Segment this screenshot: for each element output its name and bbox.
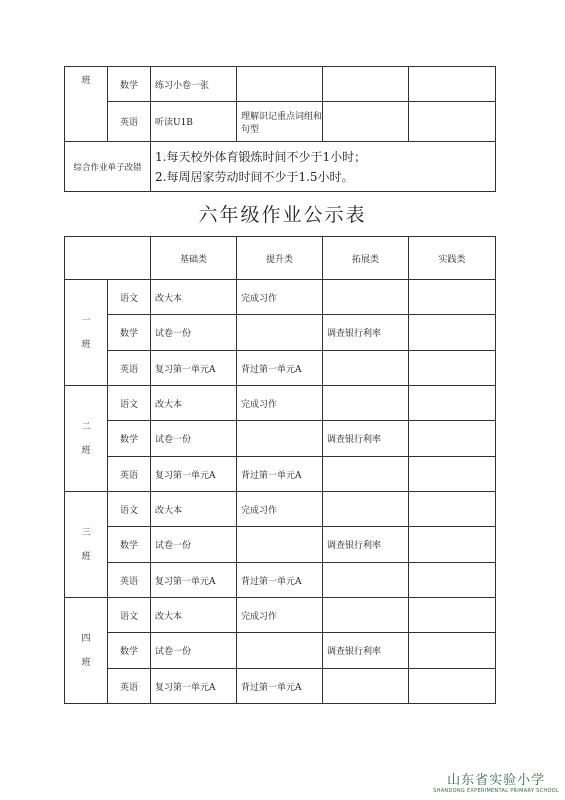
- extend-cell: 调查银行利率: [323, 315, 409, 351]
- improve-cell: 背过第一单元A: [237, 457, 323, 492]
- class-name-number: 三: [81, 527, 91, 538]
- page-title: 六年级作业公示表: [198, 204, 367, 226]
- basic-cell: 复习第一单元A: [151, 351, 237, 386]
- notes-cell: [151, 142, 496, 192]
- class-cell: 班: [65, 67, 108, 142]
- header-basic: 基础类: [151, 237, 237, 280]
- improve-cell: 理解识记重点词组和句型: [237, 102, 323, 142]
- extend-cell: 调查银行利率: [323, 421, 409, 457]
- class-name-suffix: 班: [81, 551, 91, 562]
- extend-cell: [323, 351, 409, 386]
- extend-cell: [323, 492, 409, 527]
- class-name-cell: [65, 492, 108, 598]
- class-name-number: 四: [81, 633, 91, 644]
- school-logo: [433, 769, 559, 794]
- improve-cell: 背过第一单元A: [237, 351, 323, 386]
- header-improve: 提升类: [237, 237, 323, 280]
- subject-cell: 数学: [108, 421, 151, 457]
- table-row: [65, 669, 496, 704]
- note-line: 2.每周居家劳动时间不少于1.5小时。: [155, 169, 354, 184]
- subject-cell: 数学: [108, 633, 151, 669]
- subject-cell: 语文: [108, 598, 151, 633]
- extend-cell: [323, 386, 409, 421]
- basic-cell: 复习第一单元A: [151, 457, 237, 492]
- improve-cell: [237, 421, 323, 457]
- practice-cell: [409, 492, 496, 527]
- class-name-suffix: 班: [81, 339, 91, 350]
- practice-cell: [409, 280, 496, 315]
- table-row: [65, 67, 496, 102]
- table-row: [65, 457, 496, 492]
- school-logo-name: 山东省实验小学: [447, 773, 546, 788]
- practice-cell: [409, 598, 496, 633]
- practice-cell: [409, 102, 496, 142]
- grade6-homework-table: [64, 236, 496, 704]
- improve-cell: [237, 527, 323, 563]
- subject-cell: 语文: [108, 492, 151, 527]
- practice-cell: [409, 386, 496, 421]
- class-name-suffix: 班: [81, 445, 91, 456]
- note-line: 1.每天校外体育锻炼时间不少于1小时；: [155, 149, 367, 164]
- table-row: [65, 280, 496, 315]
- basic-cell: 改大本: [151, 280, 237, 315]
- practice-cell: [409, 315, 496, 351]
- improve-cell: 背过第一单元A: [237, 563, 323, 598]
- subject-cell: 数学: [108, 315, 151, 351]
- extend-cell: [323, 457, 409, 492]
- header-practice: 实践类: [409, 237, 496, 280]
- improve-cell: [237, 633, 323, 669]
- practice-cell: [409, 669, 496, 704]
- class-name-cell: [65, 386, 108, 492]
- grade6-table-body: [65, 237, 496, 704]
- subject-cell: 数学: [108, 527, 151, 563]
- table-row: [65, 421, 496, 457]
- table-row: [65, 598, 496, 633]
- subject-cell: 英语: [108, 563, 151, 598]
- class-name-number: 二: [81, 421, 91, 432]
- table-row: [65, 492, 496, 527]
- extend-cell: [323, 67, 409, 102]
- practice-cell: [409, 563, 496, 598]
- practice-cell: [409, 633, 496, 669]
- practice-cell: [409, 351, 496, 386]
- class-name-suffix: 班: [81, 657, 91, 668]
- table-row: [65, 527, 496, 563]
- improve-cell: 完成习作: [237, 492, 323, 527]
- class-name-cell: [65, 280, 108, 386]
- extend-cell: [323, 598, 409, 633]
- basic-cell: 改大本: [151, 386, 237, 421]
- notes-label: 综合作业单子改错: [65, 142, 151, 192]
- extend-cell: 调查银行利率: [323, 633, 409, 669]
- class-name-cell: [65, 598, 108, 704]
- school-logo-subtitle: SHANDONG EXPERIMENTAL PRIMARY SCHOOL: [433, 788, 559, 794]
- basic-cell: 试卷一份: [151, 421, 237, 457]
- table-row: [65, 386, 496, 421]
- notes-row: [65, 142, 496, 192]
- header-corner-cell: [65, 237, 151, 280]
- practice-cell: [409, 421, 496, 457]
- improve-cell: 完成习作: [237, 280, 323, 315]
- basic-cell: 试卷一份: [151, 315, 237, 351]
- subject-cell: 英语: [108, 102, 151, 142]
- extend-cell: [323, 563, 409, 598]
- basic-cell: 复习第一单元A: [151, 669, 237, 704]
- basic-cell: 改大本: [151, 492, 237, 527]
- subject-cell: 数学: [108, 67, 151, 102]
- basic-cell: 改大本: [151, 598, 237, 633]
- practice-cell: [409, 527, 496, 563]
- table-row: [65, 351, 496, 386]
- header-extend: 拓展类: [323, 237, 409, 280]
- table-row: [65, 633, 496, 669]
- practice-cell: [409, 457, 496, 492]
- basic-cell: 复习第一单元A: [151, 563, 237, 598]
- subject-cell: 英语: [108, 457, 151, 492]
- improve-cell: [237, 67, 323, 102]
- table-row: [65, 563, 496, 598]
- practice-cell: [409, 67, 496, 102]
- extend-cell: [323, 669, 409, 704]
- basic-cell: 练习小卷一张: [151, 67, 237, 102]
- subject-cell: 英语: [108, 351, 151, 386]
- basic-cell: 听读U1B: [151, 102, 237, 142]
- table-row: [65, 102, 496, 142]
- subject-cell: 语文: [108, 280, 151, 315]
- extend-cell: 调查银行利率: [323, 527, 409, 563]
- header-row: [65, 237, 496, 280]
- class-name-number: 一: [81, 315, 91, 326]
- basic-cell: 试卷一份: [151, 633, 237, 669]
- extend-cell: [323, 280, 409, 315]
- improve-cell: 背过第一单元A: [237, 669, 323, 704]
- improve-cell: [237, 315, 323, 351]
- subject-cell: 英语: [108, 669, 151, 704]
- basic-cell: 试卷一份: [151, 527, 237, 563]
- improve-cell: 完成习作: [237, 386, 323, 421]
- top-homework-table: [64, 66, 496, 192]
- table-row: [65, 315, 496, 351]
- improve-cell: 完成习作: [237, 598, 323, 633]
- subject-cell: 语文: [108, 386, 151, 421]
- extend-cell: [323, 102, 409, 142]
